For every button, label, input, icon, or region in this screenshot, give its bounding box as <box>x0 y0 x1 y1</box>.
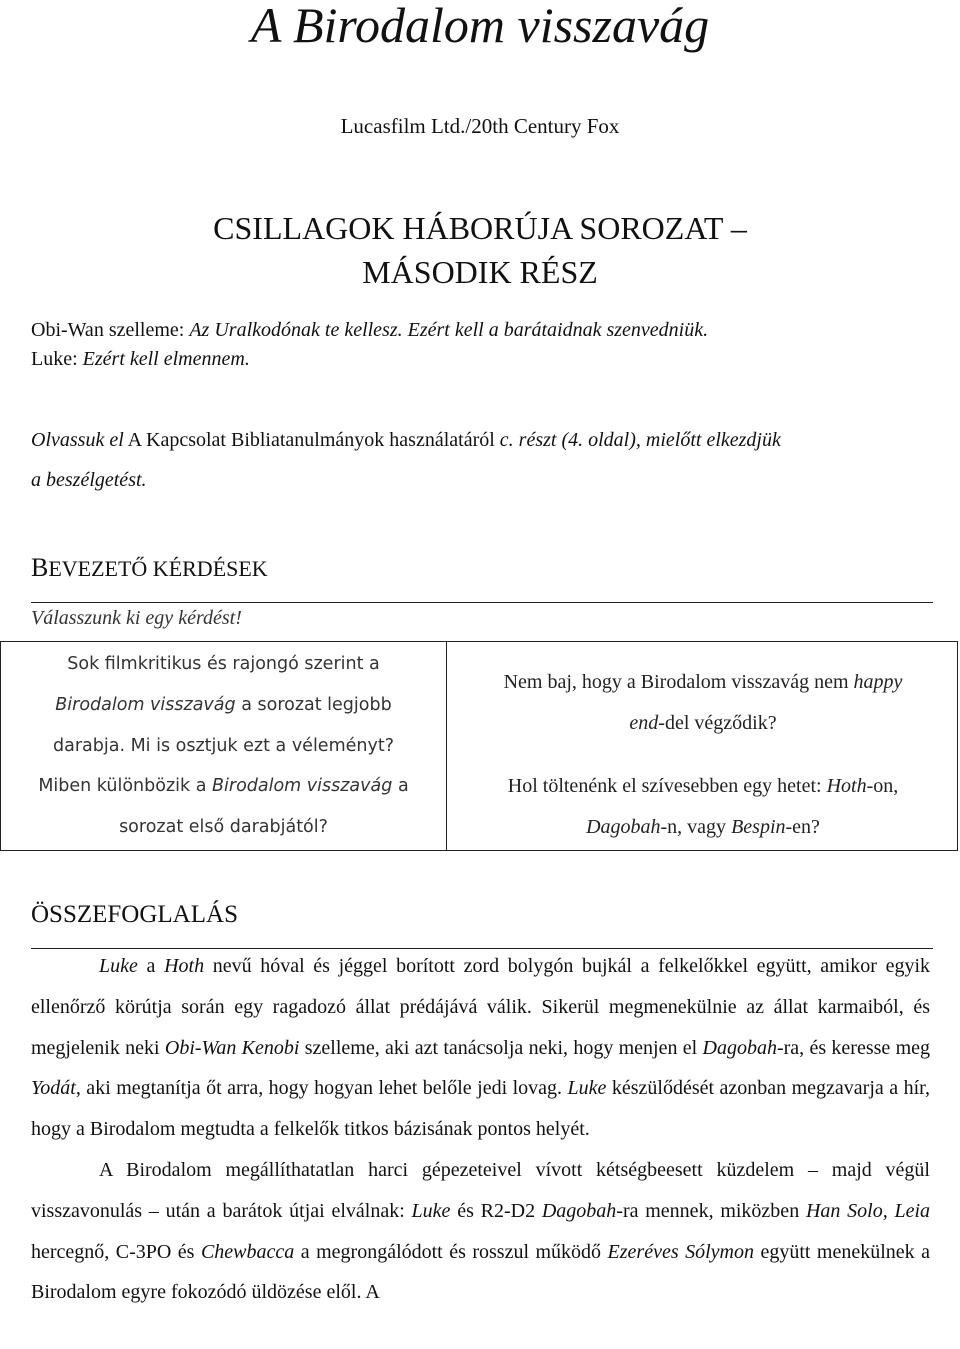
series-heading <box>0 206 960 294</box>
questions-table <box>0 641 958 851</box>
s-text-10: , aki megtanítja őt arra, hogy hogyan lehet belőle jedi lovag. <box>75 1077 563 1100</box>
obiwan-quote <box>31 316 941 344</box>
s-luke: Luke <box>99 955 138 977</box>
questions-column-left <box>1 642 447 850</box>
q3-text-a: Nem baj, hogy a Birodalom visszavág nem <box>503 671 849 693</box>
questions-instruction: Válasszunk ki egy kérdést! <box>31 607 242 629</box>
q4-hoth: Hoth <box>826 775 867 797</box>
q1-title: Birodalom visszavág <box>55 695 236 715</box>
summary-text <box>31 946 930 1313</box>
summary-paragraph-2 <box>31 1150 930 1313</box>
intro-part-2: A Kapcsolat Bibliatanulmányok használatáról <box>127 429 495 451</box>
studio-credit: Lucasfilm Ltd./20th Century Fox <box>340 114 620 138</box>
series-line-1: CSILLAGOK HÁBORÚJA SOROZAT – <box>213 210 747 246</box>
s-yoda: Yodát <box>31 1077 76 1100</box>
s-hoth: Hoth <box>164 955 205 977</box>
summary-paragraph-1 <box>31 946 930 1150</box>
s-luke-2: Luke <box>567 1077 607 1100</box>
q4-text-a: Hol töltenénk el szívesebben egy hetet: <box>507 775 822 797</box>
intro-part-4: a beszélgetést. <box>31 469 147 491</box>
q2-text-c: a <box>397 776 409 796</box>
questions-column-right <box>447 642 959 850</box>
questions-rule <box>31 602 933 603</box>
page-title: A Birodalom visszavág <box>250 0 710 53</box>
q3-text-d: -del végződik? <box>658 712 777 734</box>
question-1 <box>1 644 446 767</box>
q1-text-a: Sok filmkritikus és rajongó szerint a <box>67 654 380 674</box>
question-3 <box>447 662 959 744</box>
q2-title: Birodalom visszavág <box>212 776 393 796</box>
q3-end: end <box>629 712 659 734</box>
questions-heading-rest: EVEZETŐ KÉRDÉSEK <box>48 556 268 581</box>
q4-text-g: -en? <box>785 816 820 838</box>
summary-heading: ÖSSZEFOGLALÁS <box>31 901 238 928</box>
q2-text-a: Miben különbözik a <box>38 776 207 796</box>
t-text-11: együtt menekülnek a Birodalom egyre fokozódó üldözése elől. A <box>31 1240 931 1304</box>
series-line-2: MÁSODIK RÉSZ <box>362 254 598 290</box>
q4-text-c: -on, <box>866 775 899 797</box>
obiwan-text: Az Uralkodónak te kellesz. Ezért kell a barátaidnak szenvedniük. <box>189 319 709 341</box>
luke-quote <box>31 345 941 373</box>
luke-speaker: Luke: <box>31 348 78 370</box>
questions-heading-first: B <box>31 553 49 582</box>
s-text-4: nevű hóval és jéggel borított zord bolygón bujkál a felkelőkkel együtt, amikor egyik ellenőrző körútja során egy ragadozó állat prédájává válik. Sikerül megmenekülnie az állat karmaiból, és megjelenik neki <box>31 955 931 1059</box>
q3-happy: happy <box>853 671 903 693</box>
t-falcon: Ezeréves Sólymon <box>607 1240 754 1263</box>
s-text-6: szelleme, aki azt tanácsolja neki, hogy menjen el <box>304 1036 698 1059</box>
obiwan-speaker: Obi-Wan szelleme: <box>31 319 185 341</box>
t-chewbacca: Chewbacca <box>200 1240 295 1263</box>
s-a: a <box>146 955 156 977</box>
t-text-1: A Birodalom megállíthatatlan harci gépezeteivel vívott kétségbeesett küzdelem – majd végül visszavonulás – után a barátok útjai elválnak: <box>31 1158 930 1222</box>
question-2 <box>1 766 446 848</box>
t-text-7: hercegnő, C-3PO és <box>31 1240 195 1263</box>
q4-dagobah: Dagobah <box>586 816 661 838</box>
q1-text-d: darabja. Mi is osztjuk ezt a véleményt? <box>53 736 394 756</box>
q4-bespin: Bespin <box>731 816 786 838</box>
t-dagobah: Dagobah <box>541 1199 617 1222</box>
t-text-3: és R2-D2 <box>457 1199 536 1222</box>
s-obiwan: Obi-Wan Kenobi <box>164 1036 300 1059</box>
intro-part-3: c. részt (4. oldal), mielőtt elkezdjük <box>499 429 781 451</box>
questions-heading <box>31 551 268 586</box>
s-dagobah: Dagobah <box>702 1036 777 1059</box>
q1-text-c: a sorozat legjobb <box>241 695 392 715</box>
q2-text-d: sorozat első darabjától? <box>119 817 328 837</box>
luke-text: Ezért kell elmennem. <box>82 348 250 370</box>
t-text-9: a megrongálódott és rosszul működő <box>300 1240 602 1263</box>
t-han-leia: Han Solo, Leia <box>805 1199 931 1222</box>
s-text-12: készülődését azonban megzavarja a hír, hogy a Birodalom megtudta a felkelők titkos bázisának pontos helyét. <box>31 1077 930 1141</box>
t-luke: Luke <box>411 1199 451 1222</box>
intro-part-1: Olvassuk el <box>31 429 124 451</box>
question-4 <box>447 766 959 848</box>
s-text-8: -ra, és keresse meg <box>776 1036 931 1059</box>
t-text-5: -ra mennek, miközben <box>616 1199 800 1222</box>
q4-text-e: -n, vagy <box>660 816 727 838</box>
intro-paragraph <box>31 420 946 500</box>
